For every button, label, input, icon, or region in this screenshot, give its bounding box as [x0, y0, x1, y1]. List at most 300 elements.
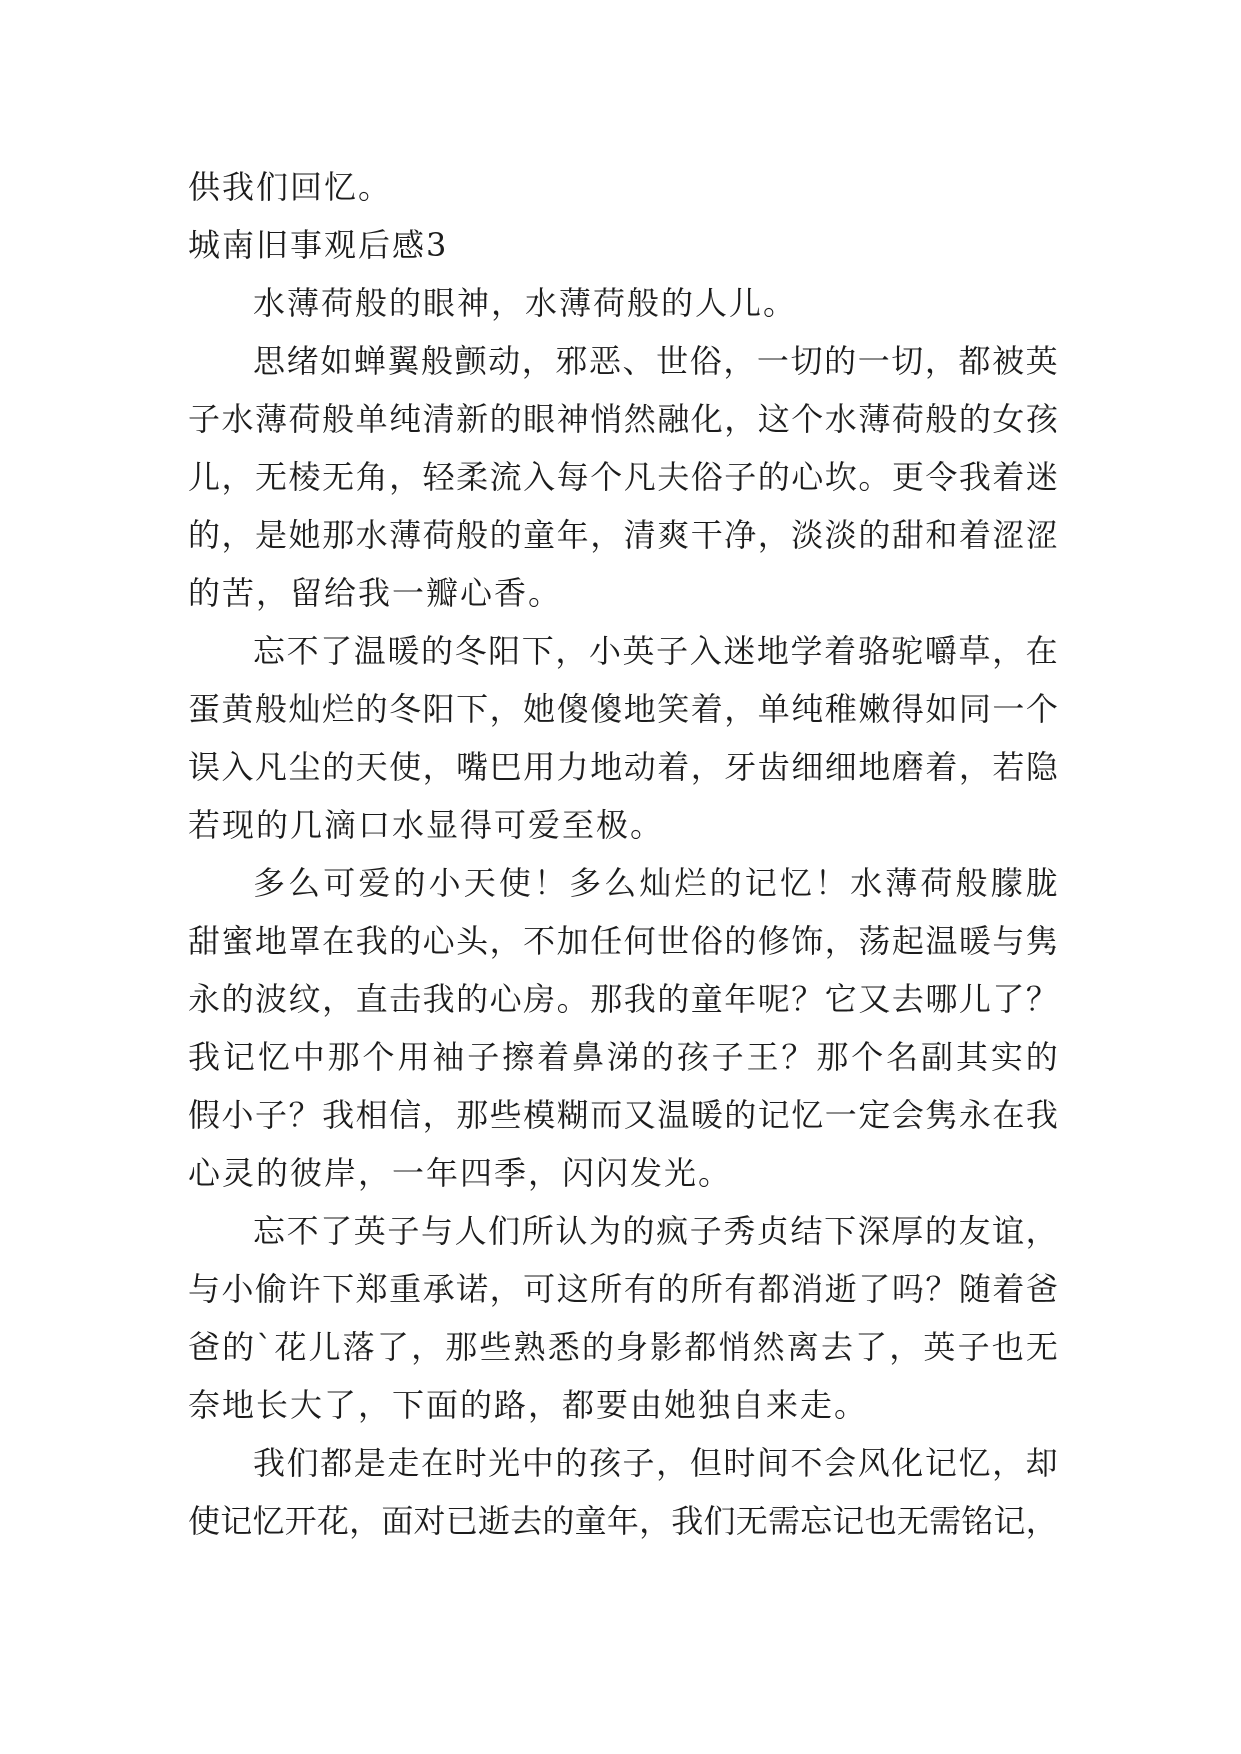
text-char: 的	[657, 980, 690, 1018]
text-char: 糊	[556, 1096, 589, 1134]
text-char: 心	[791, 458, 824, 496]
text-char: 笑	[657, 690, 690, 728]
text-char: ，	[489, 1270, 522, 1308]
text-line: 供我们回忆。	[188, 168, 393, 206]
text-char: ，	[411, 1328, 444, 1366]
text-char: 的	[389, 922, 422, 960]
text-char: 又	[858, 980, 891, 1018]
text-char: 人	[454, 1212, 487, 1250]
text-char: 使	[188, 1502, 221, 1540]
text-char: 涩	[992, 516, 1025, 554]
text-char: 永	[188, 980, 221, 1018]
text-char: 了	[855, 1328, 888, 1366]
text-line	[188, 506, 1058, 564]
text-line	[188, 448, 1058, 506]
text-char: 那	[816, 1038, 849, 1076]
text-char: 无	[322, 458, 355, 496]
text-char: 流	[489, 458, 522, 496]
text-char: ，	[824, 922, 857, 960]
text-char: ，	[723, 342, 756, 380]
text-char: 加	[556, 922, 589, 960]
text-char: 了	[992, 980, 1025, 1018]
text-char: ，	[958, 748, 991, 786]
text-char: 冬	[389, 690, 422, 728]
text-char: ，	[656, 1444, 689, 1482]
text-char: 干	[690, 516, 723, 554]
text-char: ，	[992, 632, 1025, 670]
text-char: 邪	[555, 342, 588, 380]
text-char: 我	[671, 1502, 704, 1540]
text-char: 、	[622, 342, 655, 380]
text-line	[188, 738, 1058, 796]
text-char: 尘	[288, 748, 321, 786]
text-char: 与	[992, 922, 1025, 960]
text-char: 灿	[288, 690, 321, 728]
text-char: 如	[925, 690, 958, 728]
text-char: 的	[322, 748, 355, 786]
text-char: 切	[891, 342, 924, 380]
text-char: 童	[523, 516, 556, 554]
text-char: 甜	[891, 516, 924, 554]
text-char: ，	[992, 1444, 1025, 1482]
text-char: 的	[641, 1038, 674, 1076]
text-char: ，	[690, 748, 723, 786]
text-char: 花	[274, 1328, 307, 1366]
text-char: 们	[488, 1212, 521, 1250]
text-char: 的	[757, 458, 790, 496]
text-line: 心灵的彼岸，一年四季，闪闪发光。	[188, 1154, 733, 1192]
text-char: ？	[1025, 980, 1058, 1018]
text-char: 王	[746, 1038, 779, 1076]
text-char: 烂	[674, 864, 707, 902]
text-char: 灿	[639, 864, 672, 902]
text-char: 凡	[255, 748, 288, 786]
text-char: 记	[832, 1502, 865, 1540]
text-char: 英	[353, 1212, 386, 1250]
text-char: 般	[322, 400, 355, 438]
text-char: 不	[286, 1212, 319, 1250]
text-char: 有	[724, 1270, 757, 1308]
text-char: 身	[616, 1328, 649, 1366]
text-char: 温	[925, 922, 958, 960]
text-line	[188, 1318, 1058, 1376]
text-char: 骆	[857, 632, 890, 670]
text-char: 心	[489, 980, 522, 1018]
text-char: 都	[684, 1328, 717, 1366]
text-char: ，	[889, 1328, 922, 1366]
text-char: 黄	[221, 690, 254, 728]
text-char: 在	[992, 1096, 1025, 1134]
text-char: 友	[958, 1212, 991, 1250]
document-body	[188, 158, 1058, 1550]
text-char: 的	[1025, 1038, 1058, 1076]
text-char: 柔	[456, 458, 489, 496]
text-char: 使	[389, 748, 422, 786]
text-line	[188, 1260, 1058, 1318]
text-char: 英	[923, 1328, 956, 1366]
text-char: 棱	[288, 458, 321, 496]
text-char: 迷	[1025, 458, 1058, 496]
text-char: 这	[757, 400, 790, 438]
text-char: 翼	[387, 342, 420, 380]
text-char: 天	[463, 864, 496, 902]
text-char: 眼	[523, 400, 556, 438]
text-char: 子	[957, 1328, 990, 1366]
text-char: ，	[322, 980, 355, 1018]
text-char: 天	[355, 748, 388, 786]
text-char: 忆	[779, 864, 812, 902]
text-char: 暖	[387, 632, 420, 670]
text-char: ，	[555, 632, 588, 670]
text-char: 记	[993, 1502, 1026, 1540]
text-char: 水	[355, 516, 388, 554]
text-char: 稚	[824, 690, 857, 728]
text-char: 我	[1025, 1096, 1058, 1134]
text-char: 子	[689, 1212, 722, 1250]
text-char: ，	[1025, 1502, 1058, 1540]
text-char: 爸	[1025, 1270, 1058, 1308]
text-char: 的	[724, 1096, 757, 1134]
text-char: 相	[355, 1096, 388, 1134]
text-line	[188, 1434, 1058, 1492]
text-char: 的	[555, 1444, 588, 1482]
text-char: 呢	[757, 980, 790, 1018]
text-char: 那	[327, 1038, 360, 1076]
text-char: 然	[752, 1328, 785, 1366]
text-char: 坎	[824, 458, 857, 496]
text-char: 了	[858, 1270, 891, 1308]
text-char: 朦	[990, 864, 1023, 902]
text-char: 认	[555, 1212, 588, 1250]
text-char: 中	[521, 1444, 554, 1482]
text-char: 任	[590, 922, 623, 960]
text-char: 巴	[489, 748, 522, 786]
text-line: 的苦，留给我一瓣心香。	[188, 574, 563, 612]
text-char: 我	[958, 458, 991, 496]
text-char: 的	[355, 690, 388, 728]
text-char: 我	[188, 1038, 221, 1076]
text-char: 我	[253, 1444, 286, 1482]
text-char: 子	[255, 1096, 288, 1134]
text-char: 们	[703, 1502, 736, 1540]
text-char: 下	[824, 1212, 857, 1250]
text-char: 动	[623, 748, 656, 786]
text-char: 英	[622, 632, 655, 670]
text-char: 使	[498, 864, 531, 902]
text-char: 那	[456, 1096, 489, 1134]
text-char: 蛋	[188, 690, 221, 728]
text-char: 房	[523, 980, 556, 1018]
text-char: 力	[556, 748, 589, 786]
text-char: `	[256, 1328, 273, 1366]
text-char: 离	[786, 1328, 819, 1366]
text-char: 了	[320, 1212, 353, 1250]
text-char: 着	[537, 1038, 570, 1076]
text-char: 纯	[389, 400, 422, 438]
text-char: 化	[690, 400, 723, 438]
text-char: 忘	[800, 1502, 833, 1540]
text-char: 但	[689, 1444, 722, 1482]
text-char: 嚼	[924, 632, 957, 670]
text-char: 切	[790, 342, 823, 380]
text-char: 花	[316, 1502, 349, 1540]
text-char: 的	[958, 400, 991, 438]
text-char: 其	[955, 1038, 988, 1076]
text-char: 凡	[623, 458, 656, 496]
text-line	[188, 1492, 1058, 1550]
text-char: 的	[221, 980, 254, 1018]
text-char: 不	[286, 632, 319, 670]
text-char: 诺	[456, 1270, 489, 1308]
text-char: 着	[824, 632, 857, 670]
text-char: 年	[556, 516, 589, 554]
text-char: 隽	[925, 1096, 958, 1134]
text-char: 落	[342, 1328, 375, 1366]
text-char: 忆	[958, 1444, 991, 1482]
text-char: 么	[288, 864, 321, 902]
text-char: 恶	[588, 342, 621, 380]
text-char: 荷	[920, 864, 953, 902]
text-char: 着	[657, 748, 690, 786]
text-char: 忘	[253, 632, 286, 670]
text-char: 偷	[255, 1270, 288, 1308]
text-char: 童	[690, 980, 723, 1018]
text-char: 已	[445, 1502, 478, 1540]
text-char: 袖	[432, 1038, 465, 1076]
text-char: 是	[353, 1444, 386, 1482]
text-char: 的	[188, 516, 221, 554]
text-char: 子	[656, 632, 689, 670]
text-line	[188, 1028, 1058, 1086]
text-char: 的	[724, 922, 757, 960]
text-char: 所	[521, 1212, 554, 1250]
text-char: 入	[523, 458, 556, 496]
text-char: 有	[623, 1270, 656, 1308]
text-char: 颤	[454, 342, 487, 380]
text-char: 水	[221, 400, 254, 438]
text-char: ，	[221, 458, 254, 496]
text-char: 荡	[858, 922, 891, 960]
text-char: 疯	[656, 1212, 689, 1250]
text-char: 记	[220, 1502, 253, 1540]
text-char: 哪	[925, 980, 958, 1018]
text-char: 么	[604, 864, 637, 902]
text-char: 地	[255, 922, 288, 960]
text-char: 涩	[1025, 516, 1058, 554]
text-line: 若现的几滴口水显得可爱至极。	[188, 806, 665, 844]
text-char: 年	[606, 1502, 639, 1540]
text-char: 我	[623, 980, 656, 1018]
text-char: 信	[389, 1096, 422, 1134]
text-char: 却	[1025, 1444, 1058, 1482]
text-char: 都	[958, 342, 991, 380]
text-char: 世	[656, 342, 689, 380]
text-char: 暖	[958, 922, 991, 960]
text-char: 单	[757, 690, 790, 728]
text-char: 在	[322, 922, 355, 960]
text-char: 去	[820, 1328, 853, 1366]
text-char: 角	[355, 458, 388, 496]
text-char: 们	[286, 1444, 319, 1482]
text-char: 清	[422, 400, 455, 438]
text-char: 淡	[791, 516, 824, 554]
text-char: 逝	[824, 1270, 857, 1308]
text-char: 逝	[477, 1502, 510, 1540]
text-char: ，	[221, 516, 254, 554]
text-char: 儿	[188, 458, 221, 496]
text-char: 我	[422, 980, 455, 1018]
text-char: 去	[510, 1502, 543, 1540]
text-char: ？	[288, 1096, 321, 1134]
text-char: 可	[323, 864, 356, 902]
text-char: 吗	[891, 1270, 924, 1308]
text-char: 令	[925, 458, 958, 496]
text-char: 磨	[891, 748, 924, 786]
text-char: 融	[657, 400, 690, 438]
text-char: 结	[790, 1212, 823, 1250]
text-char: 误	[188, 748, 221, 786]
text-char: ？	[791, 980, 824, 1018]
text-char: 个	[1025, 690, 1058, 728]
text-char: 地	[858, 748, 891, 786]
text-char: 下	[521, 632, 554, 670]
text-char: 随	[958, 1270, 991, 1308]
text-char: 时	[454, 1444, 487, 1482]
text-char: 而	[590, 1096, 623, 1134]
text-char: 子	[622, 1444, 655, 1482]
text-char: 小	[588, 632, 621, 670]
text-char: 的	[924, 1212, 957, 1250]
text-line	[188, 1086, 1058, 1144]
text-char: ，	[924, 342, 957, 380]
text-char: 又	[623, 1096, 656, 1134]
text-char: 深	[857, 1212, 890, 1250]
text-char: 入	[689, 632, 722, 670]
text-line	[188, 390, 1058, 448]
text-line	[188, 854, 1058, 912]
text-char: 忆	[252, 1502, 285, 1540]
text-char: ！	[534, 864, 567, 902]
text-char: 孩	[588, 1444, 621, 1482]
text-char: 鼻	[571, 1038, 604, 1076]
text-char: 了	[320, 632, 353, 670]
text-char: 地	[590, 748, 623, 786]
text-char: 细	[824, 748, 857, 786]
text-char: 所	[690, 1270, 723, 1308]
text-char: 然	[623, 400, 656, 438]
text-char: 夫	[657, 458, 690, 496]
text-char: 些	[479, 1328, 512, 1366]
text-char: 实	[990, 1038, 1023, 1076]
text-char: 个	[362, 1038, 395, 1076]
text-char: 些	[489, 1096, 522, 1134]
text-char: 学	[790, 632, 823, 670]
text-char: 光	[488, 1444, 521, 1482]
text-char: 更	[891, 458, 924, 496]
text-char: 一	[824, 1096, 857, 1134]
text-char: 那	[322, 516, 355, 554]
text-char: 为	[588, 1212, 621, 1250]
text-char: 了	[376, 1328, 409, 1366]
text-char: 用	[523, 748, 556, 786]
text-char: 熟	[513, 1328, 546, 1366]
text-char: 是	[255, 516, 288, 554]
text-char: 副	[921, 1038, 954, 1076]
text-char: 涕	[606, 1038, 639, 1076]
text-char: 小	[221, 1270, 254, 1308]
text-line	[188, 332, 1058, 390]
text-char: 时	[723, 1444, 756, 1482]
text-char: 爱	[358, 864, 391, 902]
text-char: 在	[1025, 632, 1058, 670]
text-char: 的	[393, 864, 426, 902]
text-char: 与	[420, 1212, 453, 1250]
text-char: 我	[322, 1096, 355, 1134]
text-char: 重	[389, 1270, 422, 1308]
text-char: 世	[657, 922, 690, 960]
text-char: 它	[824, 980, 857, 1018]
text-char: 得	[891, 690, 924, 728]
text-char: 中	[292, 1038, 325, 1076]
text-char: 荷	[891, 400, 924, 438]
text-char: 如	[320, 342, 353, 380]
text-char: 的	[824, 342, 857, 380]
text-char: 的	[542, 1502, 575, 1540]
text-char: 都	[757, 1270, 790, 1308]
text-char: 胧	[1025, 864, 1058, 902]
text-char: 心	[422, 922, 455, 960]
text-char: 迷	[723, 632, 756, 670]
text-char: 风	[857, 1444, 890, 1482]
text-char: 淡	[824, 516, 857, 554]
text-char: ，	[489, 922, 522, 960]
text-char: 也	[991, 1328, 1024, 1366]
text-char: ，	[590, 516, 623, 554]
text-char: 草	[958, 632, 991, 670]
text-char: 郑	[355, 1270, 388, 1308]
text-char: 饰	[791, 922, 824, 960]
text-char: 嫩	[858, 690, 891, 728]
text-line	[188, 622, 1058, 680]
text-char: 修	[757, 922, 790, 960]
text-char: 在	[420, 1444, 453, 1482]
text-char: 地	[623, 690, 656, 728]
text-char: 儿	[308, 1328, 341, 1366]
text-char: 爸	[188, 1328, 221, 1366]
text-char: 也	[864, 1502, 897, 1540]
text-char: 子	[387, 1212, 420, 1250]
text-char: 般	[456, 516, 489, 554]
text-char: 贞	[756, 1212, 789, 1250]
text-char: 的	[456, 980, 489, 1018]
text-char: ，	[724, 400, 757, 438]
text-char: 绪	[286, 342, 319, 380]
text-char: 净	[724, 516, 757, 554]
text-char: 那	[445, 1328, 478, 1366]
text-char: 直	[355, 980, 388, 1018]
text-char: 记	[744, 864, 777, 902]
text-char: 嘴	[456, 748, 489, 786]
text-char: 新	[456, 400, 489, 438]
text-char: 细	[791, 748, 824, 786]
text-char: 水	[850, 864, 883, 902]
text-char: 隽	[1025, 922, 1058, 960]
text-char: 一	[857, 342, 890, 380]
text-char: 间	[756, 1444, 789, 1482]
text-char: 俗	[690, 922, 723, 960]
text-char: 和	[925, 516, 958, 554]
text-char: 俗	[690, 458, 723, 496]
